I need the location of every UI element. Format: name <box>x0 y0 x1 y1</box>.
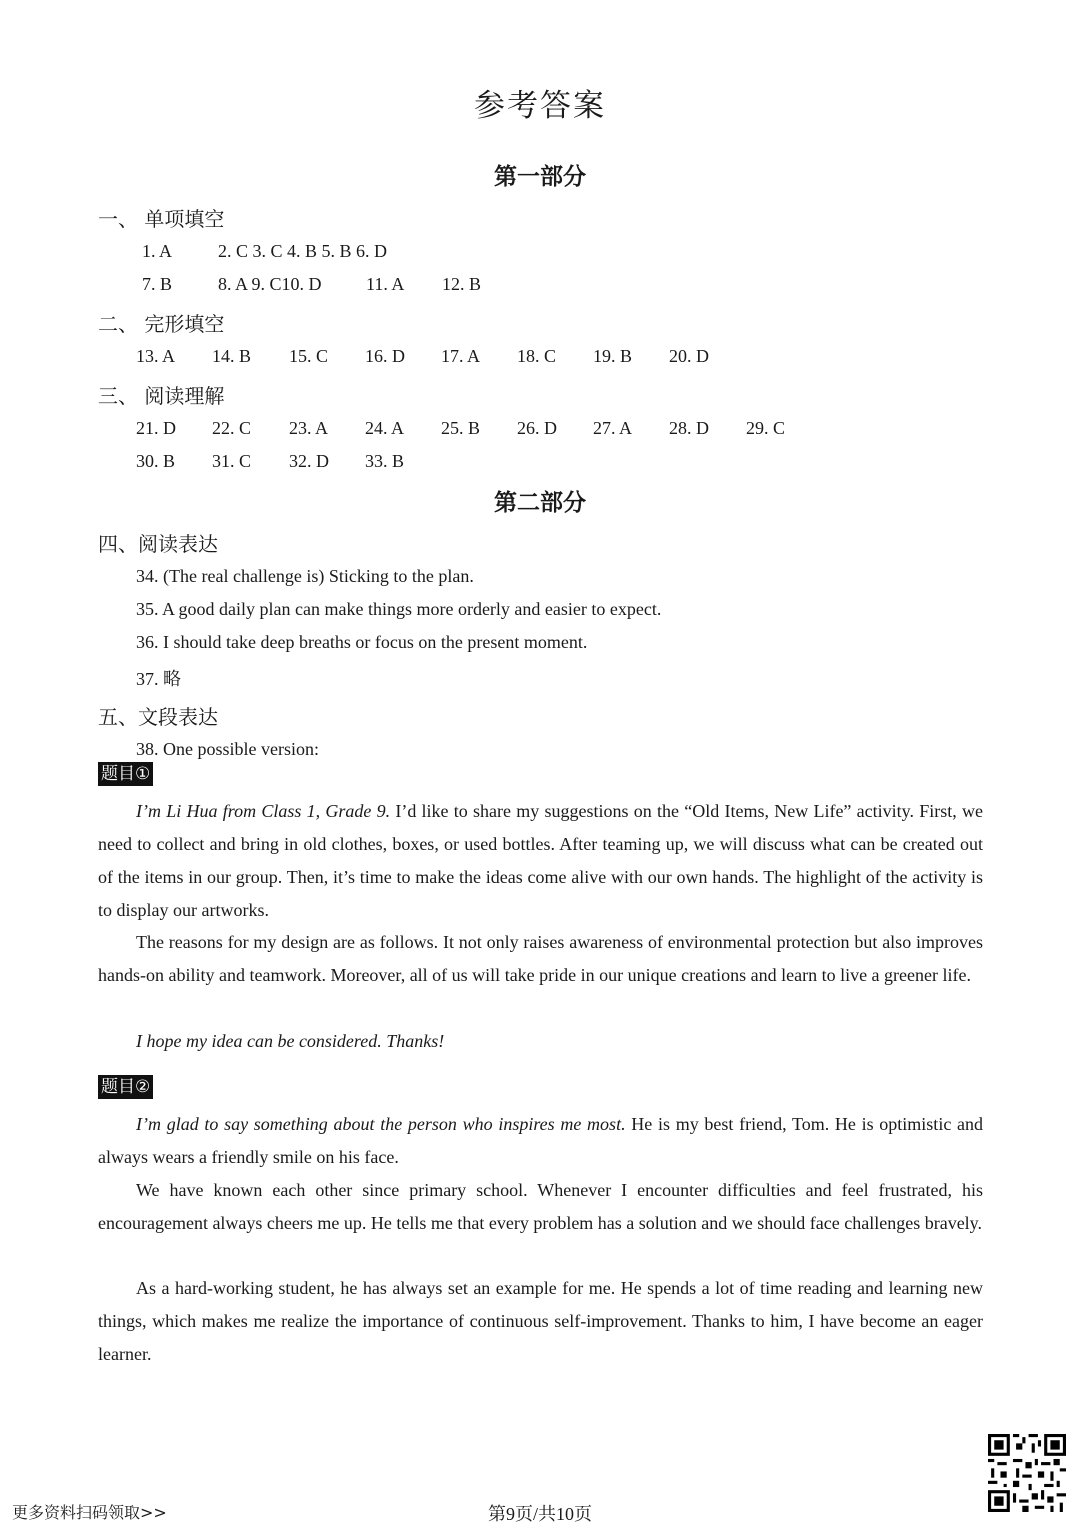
answer-item: 8. A 9. C10. D <box>218 274 322 294</box>
answer-line: 37. 略 <box>136 669 181 689</box>
answer-item: 22. C <box>212 418 252 438</box>
footer-more-resources-link[interactable]: 更多资料扫码领取>> <box>12 1503 167 1522</box>
topic-one-closing: I hope my idea can be considered. Thanks! <box>136 1031 445 1051</box>
topic-one-tag: 题目① <box>98 762 153 786</box>
answer-item: 20. D <box>669 346 709 366</box>
part-two-heading: 第二部分 <box>494 490 586 516</box>
answer-line: 36. I should take deep breaths or focus on the present moment. <box>136 632 588 652</box>
topic-two-tag: 题目② <box>98 1075 153 1099</box>
answer-item: 1. A <box>142 241 173 261</box>
answer-item: 33. B <box>365 451 405 471</box>
answer-item: 28. D <box>669 418 709 438</box>
answer-item: 12. B <box>442 274 482 294</box>
section-heading-reading: 三、 阅读理解 <box>98 384 225 408</box>
answer-item: 16. D <box>365 346 405 366</box>
answer-item: 24. A <box>365 418 405 438</box>
answer-item: 21. D <box>136 418 176 438</box>
topic-one-opening: I’m Li Hua from Class 1, Grade 9. <box>136 801 391 821</box>
topic-one-paragraph-2: The reasons for my design are as follows. It not only raises awareness of environmental protection but also improves hands-on ability and teamwork. Moreover, all of us will take pride in our unique creations and learn to live a greener life. <box>98 932 983 985</box>
answer-item: 13. A <box>136 346 176 366</box>
section-heading-cloze: 二、 完形填空 <box>98 312 225 336</box>
section-heading-single-choice: 一、 单项填空 <box>98 207 225 231</box>
topic-one-paragraph-1 <box>98 795 983 927</box>
answer-item: 2. C 3. C 4. B 5. B 6. D <box>218 241 388 261</box>
topic-two-paragraph-1 <box>98 1108 983 1174</box>
answer-item: 11. A <box>366 274 405 294</box>
topic-two-paragraph-2: We have known each other since primary school. Whenever I encounter difficulties and feel frustrated, his encouragement always cheers me up. He tells me that every problem has a solution and we should face challenges bravely. <box>98 1180 983 1233</box>
answer-item: 29. C <box>746 418 786 438</box>
answer-item: 30. B <box>136 451 176 471</box>
answer-item: 23. A <box>289 418 329 438</box>
answer-item: 27. A <box>593 418 633 438</box>
answer-item: 19. B <box>593 346 633 366</box>
topic-one-body: I’d like to share my suggestions on the “Old Items, New Life” activity. First, we need to collect and bring in old clothes, boxes, or used bottles. After teaming up, we will discuss what can be created out of the items in our group. Then, it’s time to make the ideas come alive with our own hands. The highlight of the activity is to display our artworks. <box>98 801 983 920</box>
page-title: 参考答案 <box>474 88 606 124</box>
qr-code-icon <box>988 1434 1066 1512</box>
answer-item: 7. B <box>142 274 173 294</box>
topic-two-paragraph-3: As a hard-working student, he has always set an example for me. He spends a lot of time reading and learning new things, which makes me realize the importance of continuous self-improvement. Thanks to him, I have become an eager learner. <box>98 1278 983 1364</box>
page-number: 第9页/共10页 <box>487 1504 592 1524</box>
answer-item: 25. B <box>441 418 481 438</box>
answer-item: 32. D <box>289 451 329 471</box>
answer-item: 15. C <box>289 346 329 366</box>
answer-item: 31. C <box>212 451 252 471</box>
answer-line: 35. A good daily plan can make things more orderly and easier to expect. <box>136 599 662 619</box>
answer-item: 14. B <box>212 346 252 366</box>
part-one-heading: 第一部分 <box>494 164 586 190</box>
answer-item: 17. A <box>441 346 481 366</box>
topic-two-body: He is my best friend, Tom. He is optimistic and always wears a friendly smile on his face. <box>98 1114 983 1167</box>
section-heading-writing: 五、文段表达 <box>98 705 218 729</box>
topic-two-opening: I’m glad to say something about the person who inspires me most. <box>136 1114 626 1134</box>
sample-intro: 38. One possible version: <box>136 739 319 759</box>
answer-item: 26. D <box>517 418 557 438</box>
answer-line: 34. (The real challenge is) Sticking to the plan. <box>136 566 474 586</box>
answer-item: 18. C <box>517 346 557 366</box>
section-heading-reading-expression: 四、阅读表达 <box>98 532 218 556</box>
